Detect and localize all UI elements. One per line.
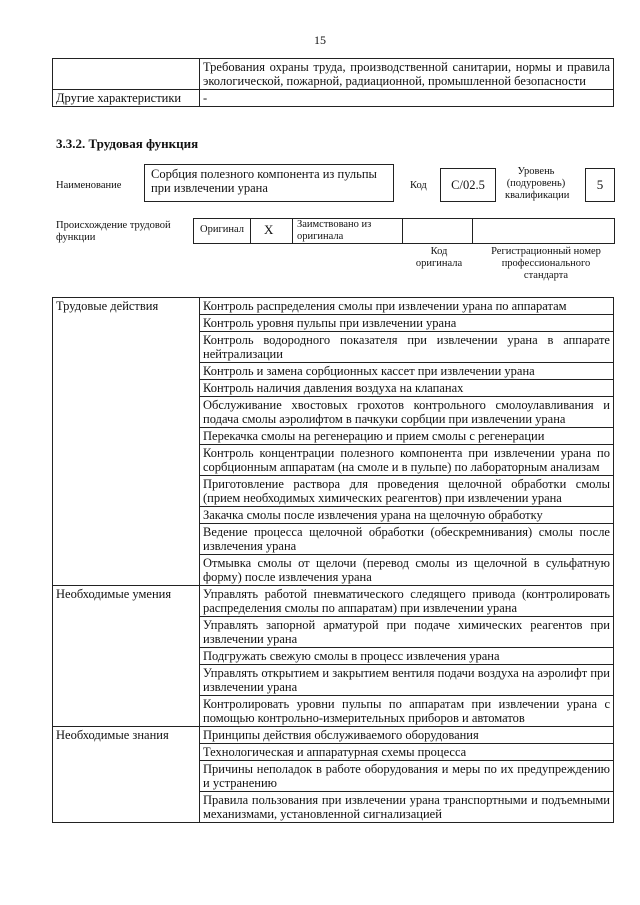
section-item: Принципы действия обслуживаемого оборудования — [200, 727, 614, 744]
row-label — [53, 59, 200, 90]
section-item: Контролировать уровни пульпы по аппаратам при извлечении урана с помощью контрольно-измерительных приборов и автоматов — [200, 696, 614, 727]
section-item: Управлять работой пневматического следящего привода (контролировать распределения смолы по аппаратам) при извлечении урана — [200, 586, 614, 617]
section-label: Необходимые умения — [53, 586, 200, 727]
registration-caption: Регистрационный номер профессионального стандарта — [491, 246, 601, 281]
code-original-caption: Код оригинала — [415, 246, 463, 269]
section-item: Причины неполадок в работе оборудования и меры по их предупреждению и устранению — [200, 761, 614, 792]
divider — [472, 218, 473, 243]
section-item: Закачка смолы после извлечения урана на щелочную обработку — [200, 507, 614, 524]
section-item: Контроль наличия давления воздуха на клапанах — [200, 380, 614, 397]
function-details-table — [52, 297, 614, 823]
code-label: Код — [410, 180, 427, 191]
function-name-box — [144, 164, 394, 202]
original-label: Оригинал — [200, 224, 244, 235]
table-row — [53, 90, 614, 107]
table-row — [53, 586, 614, 617]
row-value: - — [200, 90, 614, 107]
section-item: Правила пользования при извлечении урана транспортными и подъемными механизмами, установленной сигнализацией — [200, 792, 614, 823]
section-item: Перекачка смолы на регенерацию и прием смолы с регенерации — [200, 428, 614, 445]
code-value: C/02.5 — [451, 178, 485, 192]
name-label: Наименование — [56, 180, 122, 191]
section-item: Отмывка смолы от щелочи (перевод смолы из щелочной в сульфатную форму) после извлечения урана — [200, 555, 614, 586]
code-box — [440, 168, 496, 202]
level-label: Уровень (подуровень) квалификации — [505, 166, 570, 201]
row-value: Требования охраны труда, производственной санитарии, нормы и правила экологической, пожарной, радиационной, промышленной безопасности — [200, 59, 614, 90]
section-item: Приготовление раствора для проведения щелочной обработки смолы (прием необходимых химических реагентов) при извлечении урана — [200, 476, 614, 507]
origin-box — [193, 218, 615, 244]
section-label: Необходимые знания — [53, 727, 200, 823]
section-item: Контроль концентрации полезного компонента при извлечении урана по сорбционным аппаратам (на смоле и в пульпе) по лабораторным анализам — [200, 445, 614, 476]
section-item: Управлять запорной арматурой при подаче химических реагентов при извлечении урана — [200, 617, 614, 648]
section-item: Подгружать свежую смолы в процесс извлечения урана — [200, 648, 614, 665]
requirements-table — [52, 58, 614, 107]
table-row — [53, 59, 614, 90]
section-item: Ведение процесса щелочной обработки (обескремнивания) смолы после извлечения урана — [200, 524, 614, 555]
borrowed-label: Заимствовано из оригинала — [297, 219, 372, 242]
table-row — [53, 298, 614, 315]
divider — [402, 218, 403, 243]
divider — [292, 218, 293, 243]
row-label: Другие характеристики — [53, 90, 200, 107]
section-title: 3.3.2. Трудовая функция — [56, 136, 199, 151]
section-item: Технологическая и аппаратурная схемы процесса — [200, 744, 614, 761]
section-item: Контроль водородного показателя при извлечении урана в аппарате нейтрализации — [200, 332, 614, 363]
section-item: Контроль уровня пульпы при извлечении урана — [200, 315, 614, 332]
original-mark: X — [264, 222, 274, 237]
divider — [250, 218, 251, 243]
page-number: 15 — [314, 33, 326, 47]
level-value: 5 — [596, 177, 604, 192]
table-row — [53, 727, 614, 744]
section-item: Обслуживание хвостовых грохотов контрольного смолоулавливания и подача смолы аэролифтом в пачкуки сорбции при извлечении урана — [200, 397, 614, 428]
section-item: Контроль распределения смолы при извлечении урана по аппаратам — [200, 298, 614, 315]
section-item: Контроль и замена сорбционных кассет при извлечении урана — [200, 363, 614, 380]
origin-label: Происхождение трудовой функции — [56, 220, 171, 243]
level-box — [585, 168, 615, 202]
function-name: Сорбция полезного компонента из пульпы при извлечении урана — [151, 167, 377, 195]
section-item: Управлять открытием и закрытием вентиля подачи воздуха на аэролифт при извлечении урана — [200, 665, 614, 696]
section-label: Трудовые действия — [53, 298, 200, 586]
